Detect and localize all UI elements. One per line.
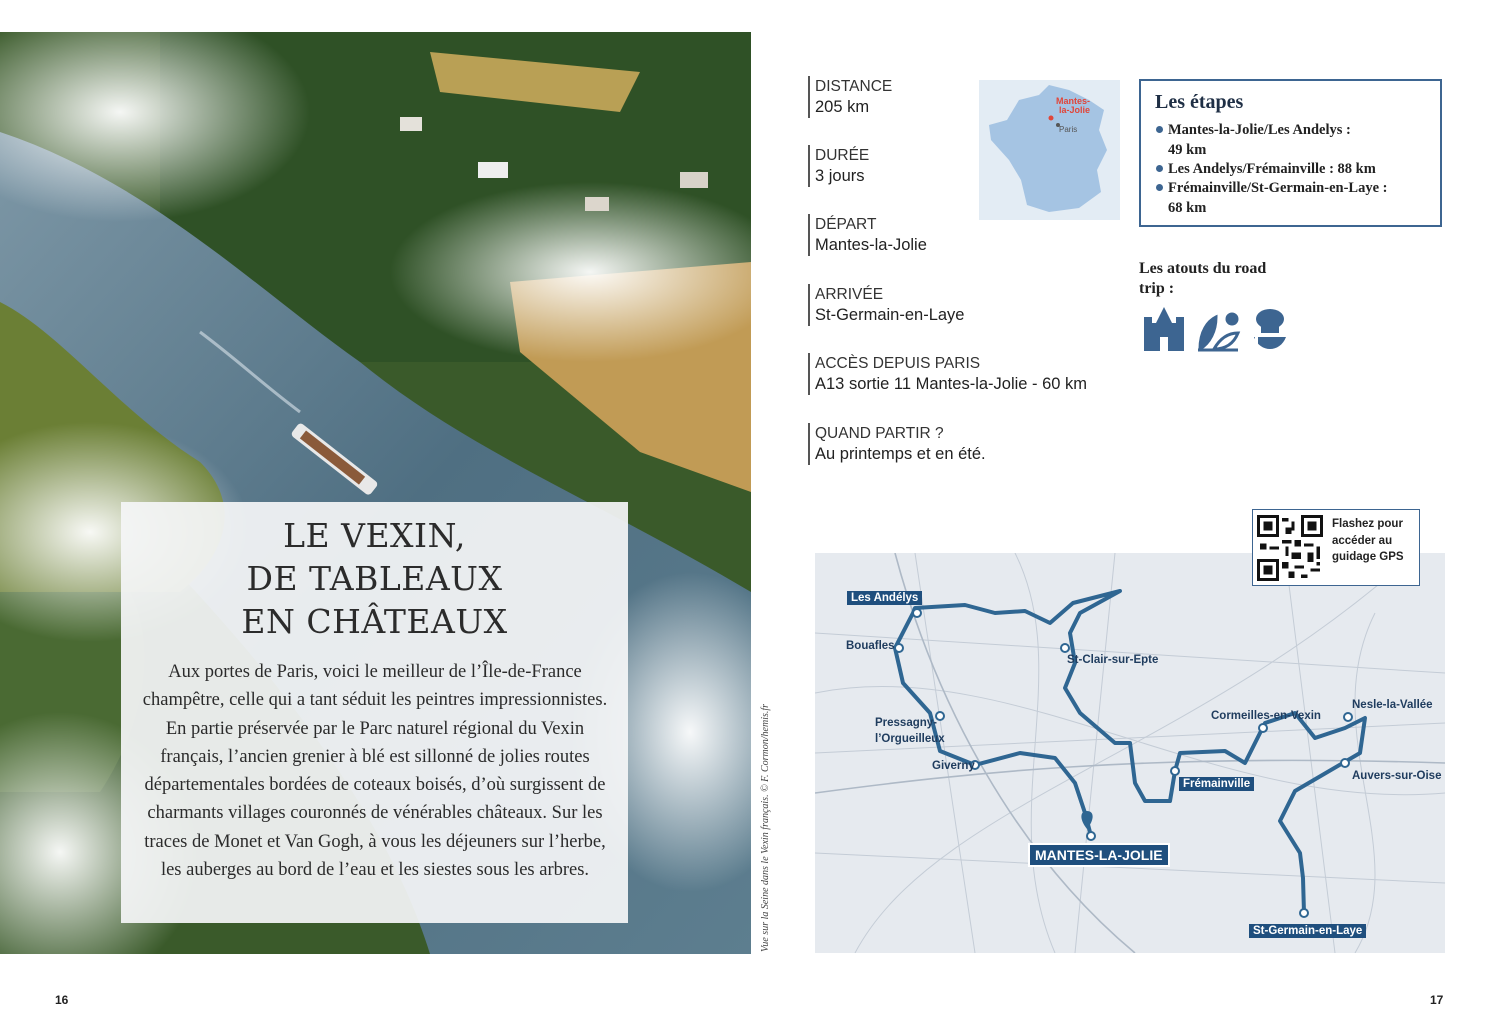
info-value: Mantes-la-Jolie	[815, 236, 927, 254]
map-label-pressagny-2: l’Orgueilleux	[875, 733, 945, 745]
qr-instruction: Flashez pour accéder au guidage GPS	[1332, 518, 1404, 563]
info-label: ACCÈS DEPUIS PARIS	[815, 355, 981, 372]
gastronomy-icon	[1254, 309, 1286, 351]
france-locator-map	[979, 80, 1120, 220]
etape-item	[1156, 160, 1436, 180]
map-label-auvers: Auvers-sur-Oise	[1352, 770, 1442, 782]
page-number-right: 17	[1430, 993, 1444, 1007]
info-value: Au printemps et en été.	[815, 445, 986, 463]
title-line: EN CHÂTEAUX	[241, 602, 508, 641]
atouts-icons	[1142, 305, 1302, 353]
map-label-nesle: Nesle-la-Vallée	[1352, 699, 1433, 711]
map-label-fremainville: Frémainville	[1179, 777, 1254, 791]
info-value: 3 jours	[815, 167, 865, 185]
photo-credit: Vue sur la Seine dans le Vexin français. © F. Cormon/hemis.fr	[760, 703, 771, 952]
info-acces	[808, 353, 1087, 395]
etape-line1: Frémainville/St-Germain-en-Laye :	[1168, 180, 1388, 196]
map-label-pressagny-1: Pressagny-	[875, 717, 938, 729]
route-map	[815, 553, 1445, 953]
etape-line2: 49 km	[1168, 141, 1207, 158]
info-value: St-Germain-en-Laye	[815, 306, 965, 324]
info-value: A13 sortie 11 Mantes-la-Jolie - 60 km	[815, 375, 1088, 393]
page-title	[121, 514, 628, 643]
info-label: DÉPART	[815, 216, 877, 233]
map-label-cormeilles: Cormeilles-en-Vexin	[1211, 710, 1321, 722]
mantes-label-2: la-Jolie	[1059, 105, 1091, 115]
etape-line1: Mantes-la-Jolie/Les Andelys :	[1168, 122, 1351, 138]
title-line: LE VEXIN,	[283, 516, 466, 555]
info-label: DISTANCE	[815, 78, 893, 95]
info-duree	[808, 145, 869, 187]
title-line: DE TABLEAUX	[246, 559, 503, 598]
bullet-icon	[1156, 184, 1163, 191]
nature-icon	[1198, 314, 1238, 350]
etape-item	[1156, 121, 1436, 160]
etape-item	[1156, 179, 1436, 218]
map-label-bouafles: Bouafles	[846, 640, 895, 652]
map-label-st-germain: St-Germain-en-Laye	[1249, 924, 1366, 938]
etape-line2: 68 km	[1168, 199, 1207, 216]
mantes-label-1: Mantes-	[1056, 96, 1091, 106]
page-number-left: 16	[55, 993, 69, 1007]
info-arrivee	[808, 284, 964, 326]
start-pin-icon	[1081, 811, 1092, 829]
qr-box	[1252, 509, 1420, 586]
info-depart	[808, 214, 927, 256]
etapes-title: Les étapes	[1155, 91, 1244, 113]
atouts-title: Les atouts du road trip :	[1139, 260, 1267, 297]
info-value: 205 km	[815, 98, 870, 116]
map-label-mantes: MANTES-LA-JOLIE	[1028, 843, 1170, 867]
map-label-les-andelys: Les Andélys	[847, 591, 922, 605]
etape-line1: Les Andelys/Frémainville : 88 km	[1168, 161, 1376, 177]
info-label: QUAND PARTIR ?	[815, 425, 944, 442]
paris-label: Paris	[1059, 125, 1078, 134]
info-label: DURÉE	[815, 147, 870, 164]
mantes-marker	[1049, 116, 1054, 121]
map-label-giverny: Giverny	[932, 760, 975, 772]
qr-code[interactable]	[1257, 515, 1323, 581]
intro-paragraph: Aux portes de Paris, voici le meilleur de l’Île-de-France champêtre, celle qui a tant séduit les peintres impressionnistes. En partie préservée par le Parc naturel régional du Vexin français, l’ancien grenier à blé est sillonné de jolies routes départementales bordées de coteaux boisés, d’où surgissent de charmants villages couronnés de vénérables châteaux. Sur les traces de Monet et Van Gogh, à vous les déjeuners sur l’herbe, les auberges au bord de l’eau et les siestes sous les arbres.	[142, 662, 608, 881]
info-distance	[808, 76, 892, 118]
etapes-box	[1139, 79, 1442, 227]
bullet-icon	[1156, 165, 1163, 172]
info-quand	[808, 423, 986, 465]
title-box	[121, 502, 628, 923]
map-label-st-clair: St-Clair-sur-Epte	[1067, 654, 1159, 666]
info-label: ARRIVÉE	[815, 286, 884, 303]
castle-icon	[1144, 307, 1184, 351]
bullet-icon	[1156, 126, 1163, 133]
